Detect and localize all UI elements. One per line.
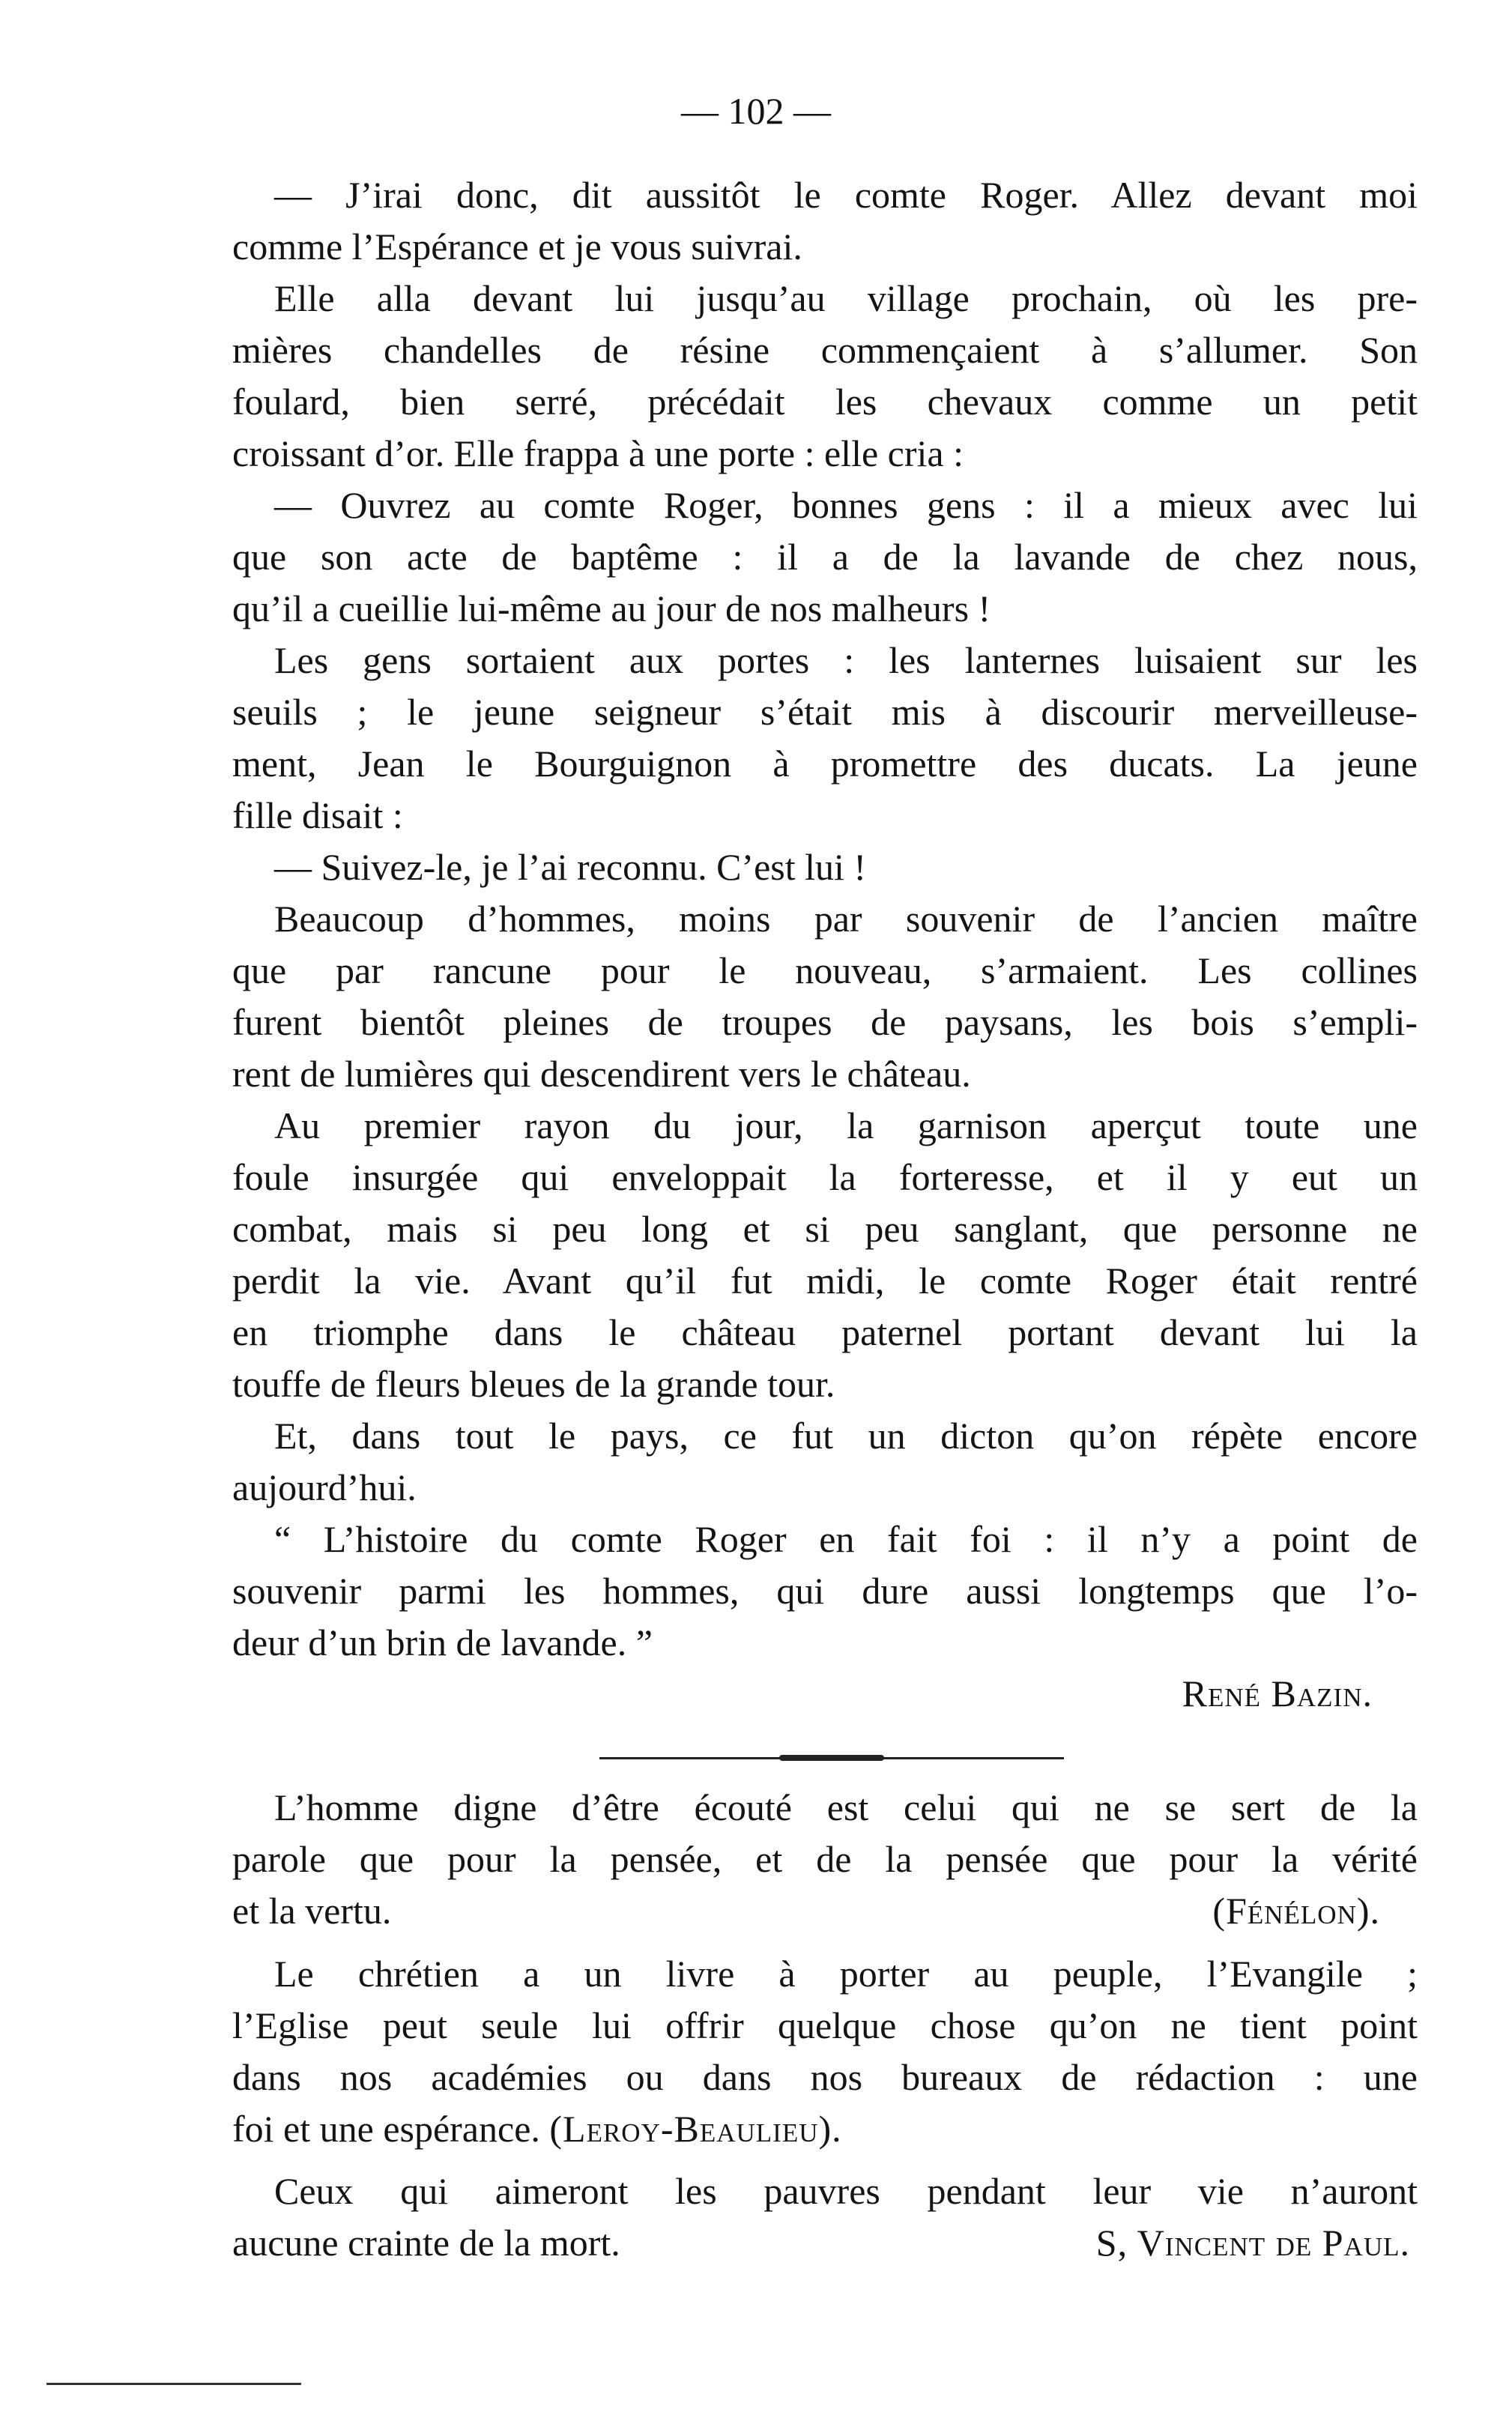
text-line: “ L’histoire du comte Roger en fait foi : il n’y a point de [274,1518,1418,1560]
text-line: perdit la vie. Avant qu’il fut midi, le comte Roger était rentré [232,1260,1418,1302]
quote-author: (Fénélon). [1212,1890,1380,1932]
text-line: — Ouvrez au comte Roger, bonnes gens : il a mieux avec lui [274,484,1418,526]
text-line: qu’il a cueillie lui-même au jour de nos malheurs ! [232,587,991,629]
quote-leroy-beaulieu [232,1948,1418,2155]
ornamental-divider [599,1757,1064,1759]
story-text [232,169,1418,1669]
quote-last-line [232,2103,1418,2155]
text-line: en triomphe dans le château paternel portant devant lui la [232,1311,1418,1353]
text-line: — J’irai donc, dit aussitôt le comte Roger. Allez devant moi [274,174,1418,216]
quote-text: foi et une espérance. [232,2108,540,2150]
text-line: parole que pour la pensée, et de la pensée que pour la vérité [232,1838,1418,1880]
text-line: Elle alla devant lui jusqu’au village prochain, où les pre- [274,277,1418,319]
page-number: — 102 — [681,90,831,132]
text-line: mières chandelles de résine commençaient à s’allumer. Son [232,329,1418,371]
quote-text: et la vertu. [232,1890,392,1932]
quote-last-line [232,1885,1418,1937]
quote-last-line [232,2217,1418,2269]
text-line: croissant d’or. Elle frappa à une porte : elle cria : [232,432,964,474]
text-line: Ceux qui aimeront les pauvres pendant leur vie n’auront [274,2170,1418,2212]
quote-vincent-de-paul [232,2165,1418,2269]
quote-text: aucune crainte de la mort. [232,2222,620,2264]
text-line: Le chrétien a un livre à porter au peuple, l’Evangile ; [274,1953,1418,1995]
quote-fenelon [232,1782,1418,1937]
text-line: touffe de fleurs bleues de la grande tour. [232,1363,835,1405]
text-line: deur d’un brin de lavande. ” [232,1621,653,1663]
story-signature [232,1668,1418,1720]
quote-author: S, Vincent de Paul. [1095,2222,1410,2264]
text-line: que par rancune pour le nouveau, s’armaient. Les collines [232,949,1418,991]
author-signature: René Bazin. [1182,1672,1373,1714]
text-line: foule insurgée qui enveloppait la forteresse, et il y eut un [232,1156,1418,1198]
quote-author: (Leroy-Beaulieu). [549,2108,842,2150]
text-line: dans nos académies ou dans nos bureaux de rédaction : une [232,2056,1418,2098]
text-line: L’homme digne d’être écouté est celui qui ne se sert de la [274,1786,1418,1828]
text-line: fille disait : [232,794,403,836]
text-line: combat, mais si peu long et si peu sanglant, que personne ne [232,1208,1418,1250]
text-line: rent de lumières qui descendirent vers le château. [232,1053,971,1095]
text-line: ment, Jean le Bourguignon à promettre des ducats. La jeune [232,743,1418,785]
text-line: furent bientôt pleines de troupes de paysans, les bois s’empli- [232,1001,1418,1043]
text-line: Et, dans tout le pays, ce fut un dicton qu’on répète encore [274,1415,1418,1457]
text-line: foulard, bien serré, précédait les chevaux comme un petit [232,381,1418,423]
text-line: comme l’Espérance et je vous suivrai. [232,226,802,268]
text-line: Au premier rayon du jour, la garnison aperçut toute une [274,1104,1418,1146]
footer-rule [46,2383,301,2385]
text-line: que son acte de baptême : il a de la lavande de chez nous, [232,536,1418,578]
text-line: Beaucoup d’hommes, moins par souvenir de l’ancien maître [274,898,1418,940]
text-line: seuils ; le jeune seigneur s’était mis à discourir merveilleuse- [232,691,1418,733]
text-line: l’Eglise peut seule lui offrir quelque chose qu’on ne tient point [232,2004,1418,2046]
text-line: souvenir parmi les hommes, qui dure aussi longtemps que l’o- [232,1570,1418,1612]
text-line: aujourd’hui. [232,1466,417,1508]
text-line: Les gens sortaient aux portes : les lanternes luisaient sur les [274,639,1418,681]
text-line: — Suivez-le, je l’ai reconnu. C’est lui ! [274,846,867,888]
